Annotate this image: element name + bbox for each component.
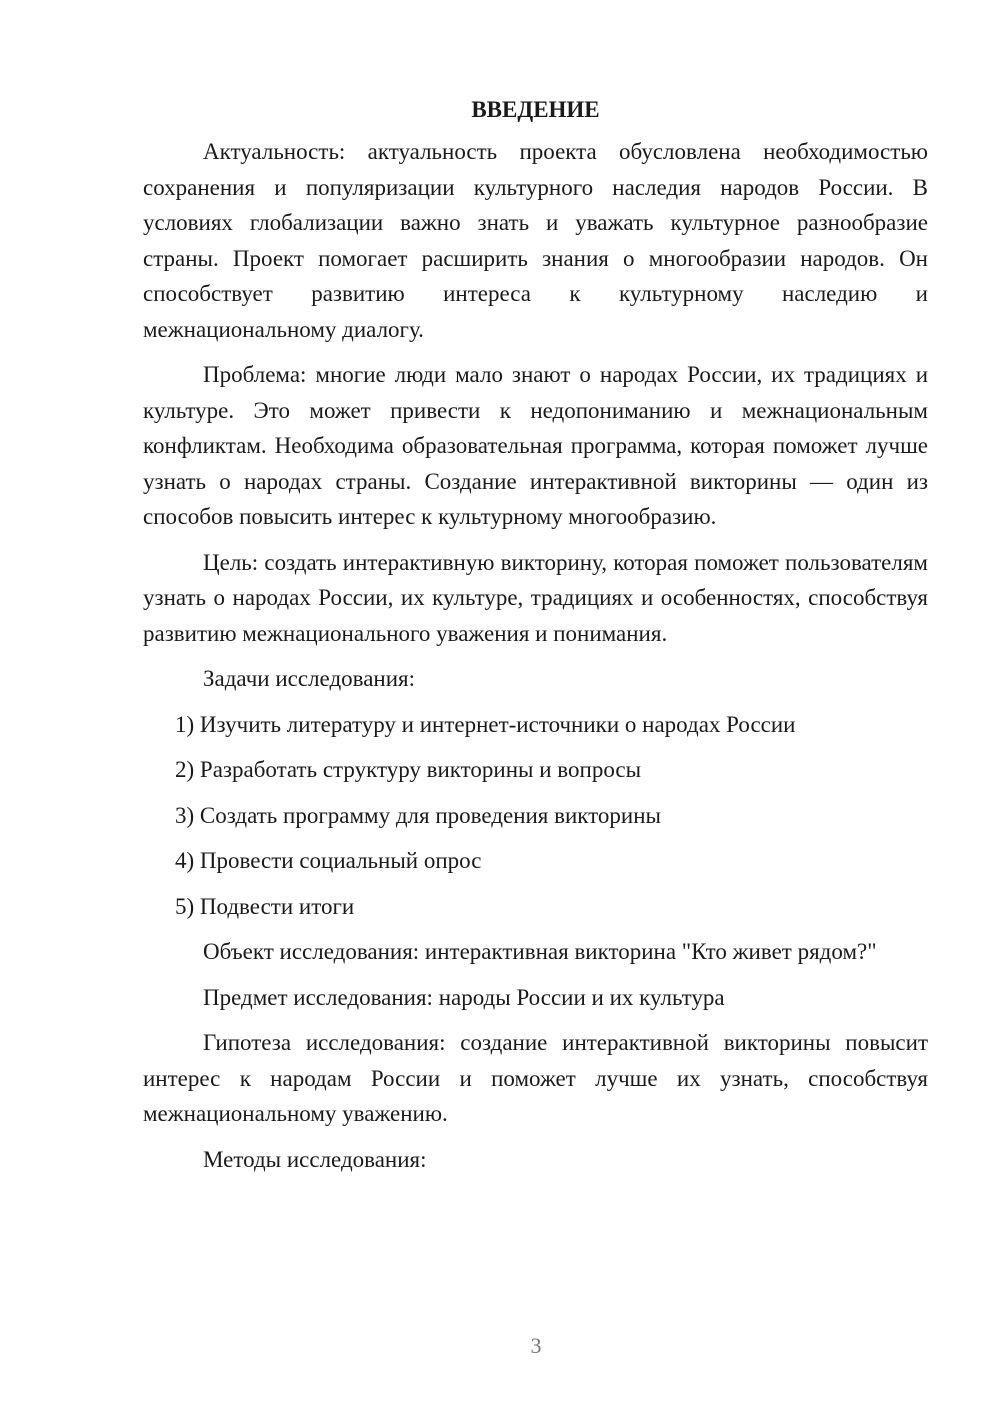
page-title: ВВЕДЕНИЕ xyxy=(471,97,600,122)
list-item: 2) Разработать структуру викторины и вопросы xyxy=(175,757,642,782)
document-body xyxy=(143,96,928,1187)
goal-paragraph: Цель: создать интерактивную викторину, которая поможет пользователям узнать о народах России, их культуре, традициях и особенностях, способствуя развитию межнационального уважения и понимания. xyxy=(143,549,928,646)
list-item: 5) Подвести итоги xyxy=(175,893,355,919)
problem-paragraph: Проблема: многие люди мало знают о народах России, их традициях и культуре. Это может привести к недопониманию и межнациональным конфликтам. Необходима образовательная программа, которая поможет лучше узнать о народах страны. Создание интерактивной викторины — один из способов повысить интерес к культурному многообразию. xyxy=(143,362,928,529)
subject-paragraph: Предмет исследования: народы России и их культура xyxy=(203,984,725,1010)
page-number: 3 xyxy=(530,1333,542,1358)
tasks-heading: Задачи исследования: xyxy=(203,666,416,691)
tasks-list xyxy=(143,707,928,925)
list-item: 4) Провести социальный опрос xyxy=(175,848,482,873)
object-paragraph: Объект исследования: интерактивная викторина "Кто живет рядом?" xyxy=(203,939,877,964)
methods-heading: Методы исследования: xyxy=(203,1146,427,1172)
list-item: 3) Создать программу для проведения викторины xyxy=(175,802,661,828)
list-item: 1) Изучить литературу и интернет-источники о народах России xyxy=(175,711,796,737)
hypothesis-paragraph: Гипотеза исследования: создание интерактивной викторины повысит интерес к народам России и поможет лучше их узнать, способствуя межнациональному уважению. xyxy=(143,1030,928,1126)
relevance-paragraph: Актуальность: актуальность проекта обусловлена необходимостью сохранения и популяризации культурного наследия народов России. В условиях глобализации важно знать и уважать культурное разнообразие страны. Проект помогает расширить знания о многообразии народов. Он способствует развитию интереса к культурному наследию и межнациональному диалогу. xyxy=(143,139,928,342)
